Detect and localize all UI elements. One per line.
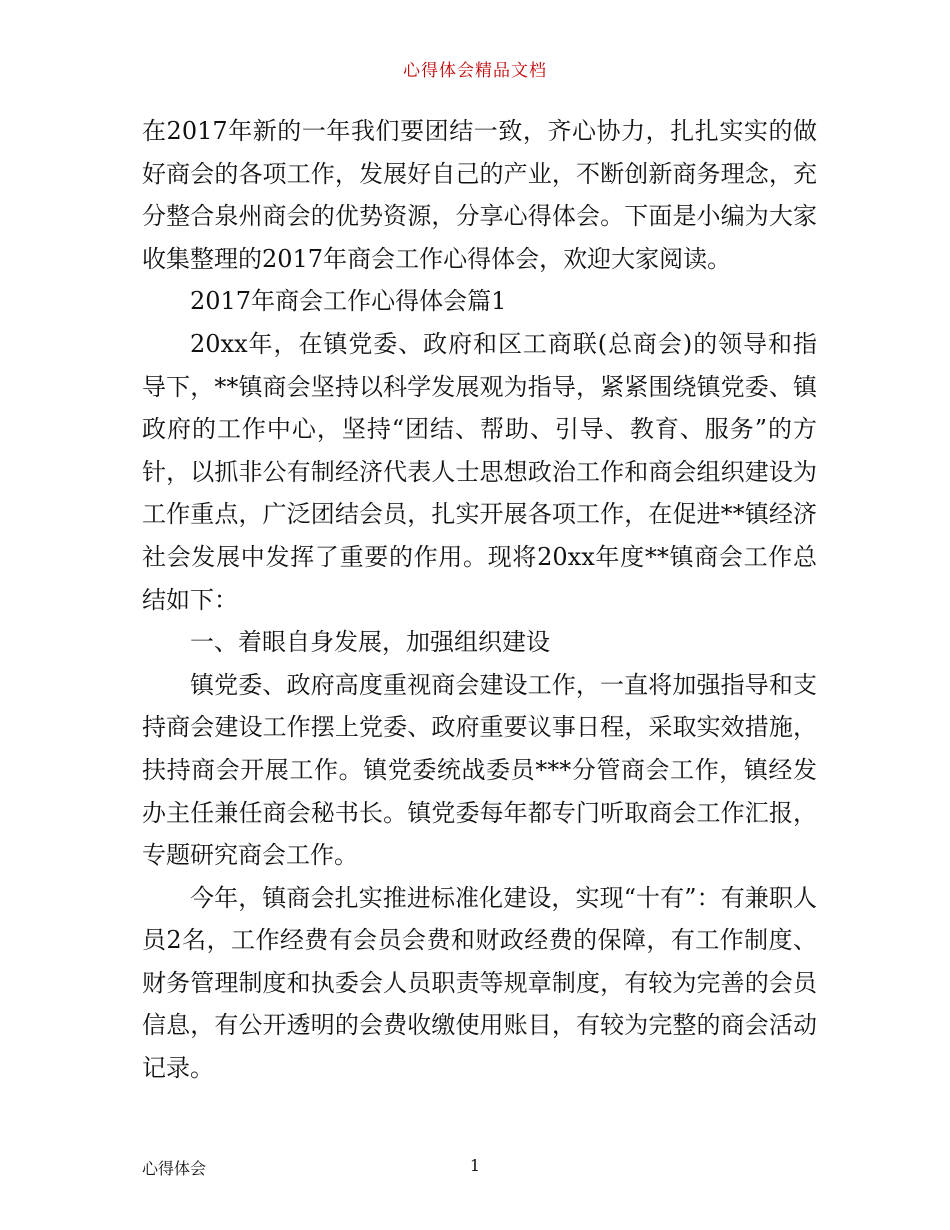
- intro-paragraph: 在2017年新的一年我们要团结一致，齐心协力，扎扎实实的做好商会的各项工作，发展好自己的产业，不断创新商务理念，充分整合泉州商会的优势资源，分享心得体会。下面是小编为大家收集整理的2017年商会工作心得体会，欢迎大家阅读。: [142, 117, 817, 273]
- section-title: 2017年商会工作心得体会篇1: [190, 287, 507, 316]
- document-body: [142, 110, 817, 1090]
- body-paragraph: 20xx年，在镇党委、政府和区工商联(总商会)的领导和指导下，**镇商会坚持以科学发展观为指导，紧紧围绕镇党委、镇政府的工作中心，坚持“团结、帮助、引导、教育、服务”的方针，以抓非公有制经济代表人士思想政治工作和商会组织建设为工作重点，广泛团结会员，扎实开展各项工作，在促进**镇经济社会发展中发挥了重要的作用。现将20xx年度**镇商会工作总结如下：: [142, 329, 817, 614]
- footer-label: 心得体会: [142, 1159, 207, 1178]
- body-paragraph: 今年，镇商会扎实推进标准化建设，实现“十有”：有兼职人员2名，工作经费有会员会费和财政经费的保障，有工作制度、财务管理制度和执委会人员职责等规章制度，有较为完善的会员信息，有公开透明的会费收缴使用账目，有较为完整的商会活动记录。: [142, 883, 817, 1083]
- body-paragraph: 镇党委、政府高度重视商会建设工作，一直将加强指导和支持商会建设工作摆上党委、政府重要议事日程，采取实效措施，扶持商会开展工作。镇党委统战委员***分管商会工作，镇经发办主任兼任商会秘书长。镇党委每年都专门听取商会工作汇报，专题研究商会工作。: [142, 670, 817, 870]
- page-number: 1: [469, 1156, 481, 1175]
- page-header: 心得体会精品文档: [403, 61, 547, 81]
- subheading: 一、着眼自身发展，加强组织建设: [190, 628, 550, 657]
